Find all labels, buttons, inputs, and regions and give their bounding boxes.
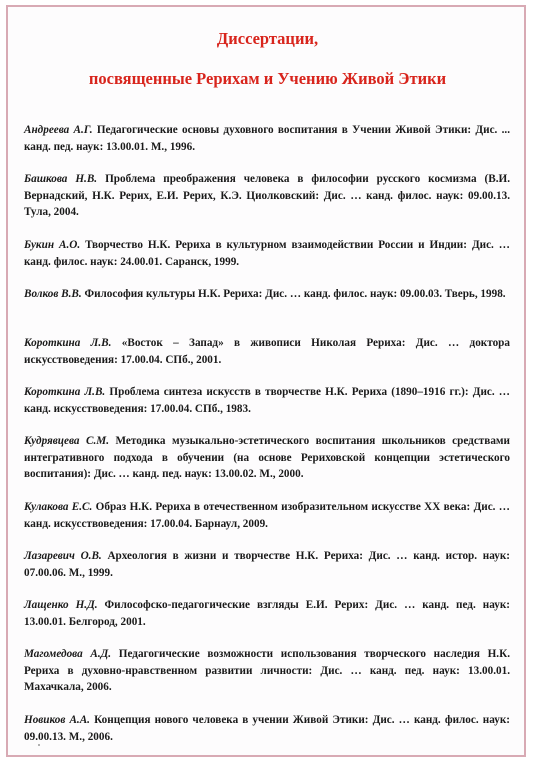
entry-text: Проблема преображения человека в философии русского космизма (В.И. Вернадский, Н.К. Рерих, Е.И. Рерих, К.Э. Циолковский: Дис. … канд. филос. наук: 09.00.13. Тула, 2004.: [24, 173, 510, 218]
list-item: [24, 384, 510, 417]
entry-author: Короткина Л.В.: [24, 386, 106, 398]
entry-author: Букин А.О.: [24, 239, 81, 251]
entry-author: Волков В.В.: [24, 288, 82, 300]
entry-author: Кулакова Е.С.: [24, 501, 93, 513]
entry-author: Кудрявцева С.М.: [24, 435, 109, 447]
entry-text: Концепция нового человека в учении Живой Этики: Дис. … канд. филос. наук: 09.00.13. М., 2006.: [24, 714, 510, 743]
entry-author: Башкова Н.В.: [24, 173, 98, 185]
list-item: [24, 286, 510, 319]
document-subtitle: посвященные Рерихам и Учению Живой Этики: [88, 69, 447, 88]
entry-text: Философско-педагогические взгляды Е.И. Рерих: Дис. … канд. пед. наук: 13.00.01. Белгород, 2001.: [24, 599, 510, 628]
list-item: [24, 712, 510, 745]
entry-author: Андреева А.Г.: [24, 124, 93, 136]
entry-author: Новиков А.А.: [24, 714, 90, 726]
list-item: [24, 122, 510, 155]
list-item: [24, 548, 510, 581]
entry-text: Археология в жизни и творчестве Н.К. Рериха: Дис. … канд. истор. наук: 07.00.06. М., 1999.: [24, 550, 510, 579]
entry-author: Короткина Л.В.: [24, 337, 112, 349]
list-item: [24, 237, 510, 270]
document-title: Диссертации,: [216, 29, 319, 48]
entry-text: «Восток – Запад» в живописи Николая Рериха: Дис. … доктора искусствоведения: 17.00.04. СПб., 2001.: [24, 337, 510, 366]
entry-text: Образ Н.К. Рериха в отечественном изобразительном искусстве XX века: Дис. … канд. искусствоведения: 17.00.04. Барнаул, 2009.: [24, 501, 510, 530]
entry-author: Лащенко Н.Д.: [24, 599, 98, 611]
entry-author: Лазаревич О.В.: [24, 550, 102, 562]
dissertation-list: [24, 122, 510, 761]
entry-author: Магомедова А.Д.: [24, 648, 112, 660]
entry-text: Методика музыкально-эстетического воспитания школьников средствами интегративного подхода в обучении (на основе Рериховской концепции эстетического воспитания): Дис. … канд. пед. наук: 13.00.02. М., 2000.: [24, 435, 510, 480]
entry-text: Творчество Н.К. Рериха в культурном взаимодействии России и Индии: Дис. … канд. филос. наук: 24.00.01. Саранск, 1999.: [24, 239, 510, 268]
list-item: [24, 597, 510, 630]
list-item: [24, 499, 510, 532]
scan-speck: [38, 744, 40, 746]
list-item: [24, 171, 510, 221]
list-item: [24, 433, 510, 483]
entry-text: Педагогические возможности использования творческого наследия Н.К. Рериха в духовно-нравственном развитии личности: Дис. … канд. пед. наук: 13.00.01. Махачкала, 2006.: [24, 648, 510, 693]
entry-text: Проблема синтеза искусств в творчестве Н.К. Рериха (1890–1916 гг.): Дис. … канд. искусствоведения: 17.00.04. СПб., 1983.: [24, 386, 510, 415]
list-item: [24, 335, 510, 368]
list-item: [24, 646, 510, 696]
entry-text: Философия культуры Н.К. Рериха: Дис. … канд. филос. наук: 09.00.03. Тверь, 1998.: [81, 288, 506, 300]
entry-text: Педагогические основы духовного воспитания в Учении Живой Этики: Дис. ... канд. пед. наук: 13.00.01. М., 1996.: [24, 124, 511, 153]
